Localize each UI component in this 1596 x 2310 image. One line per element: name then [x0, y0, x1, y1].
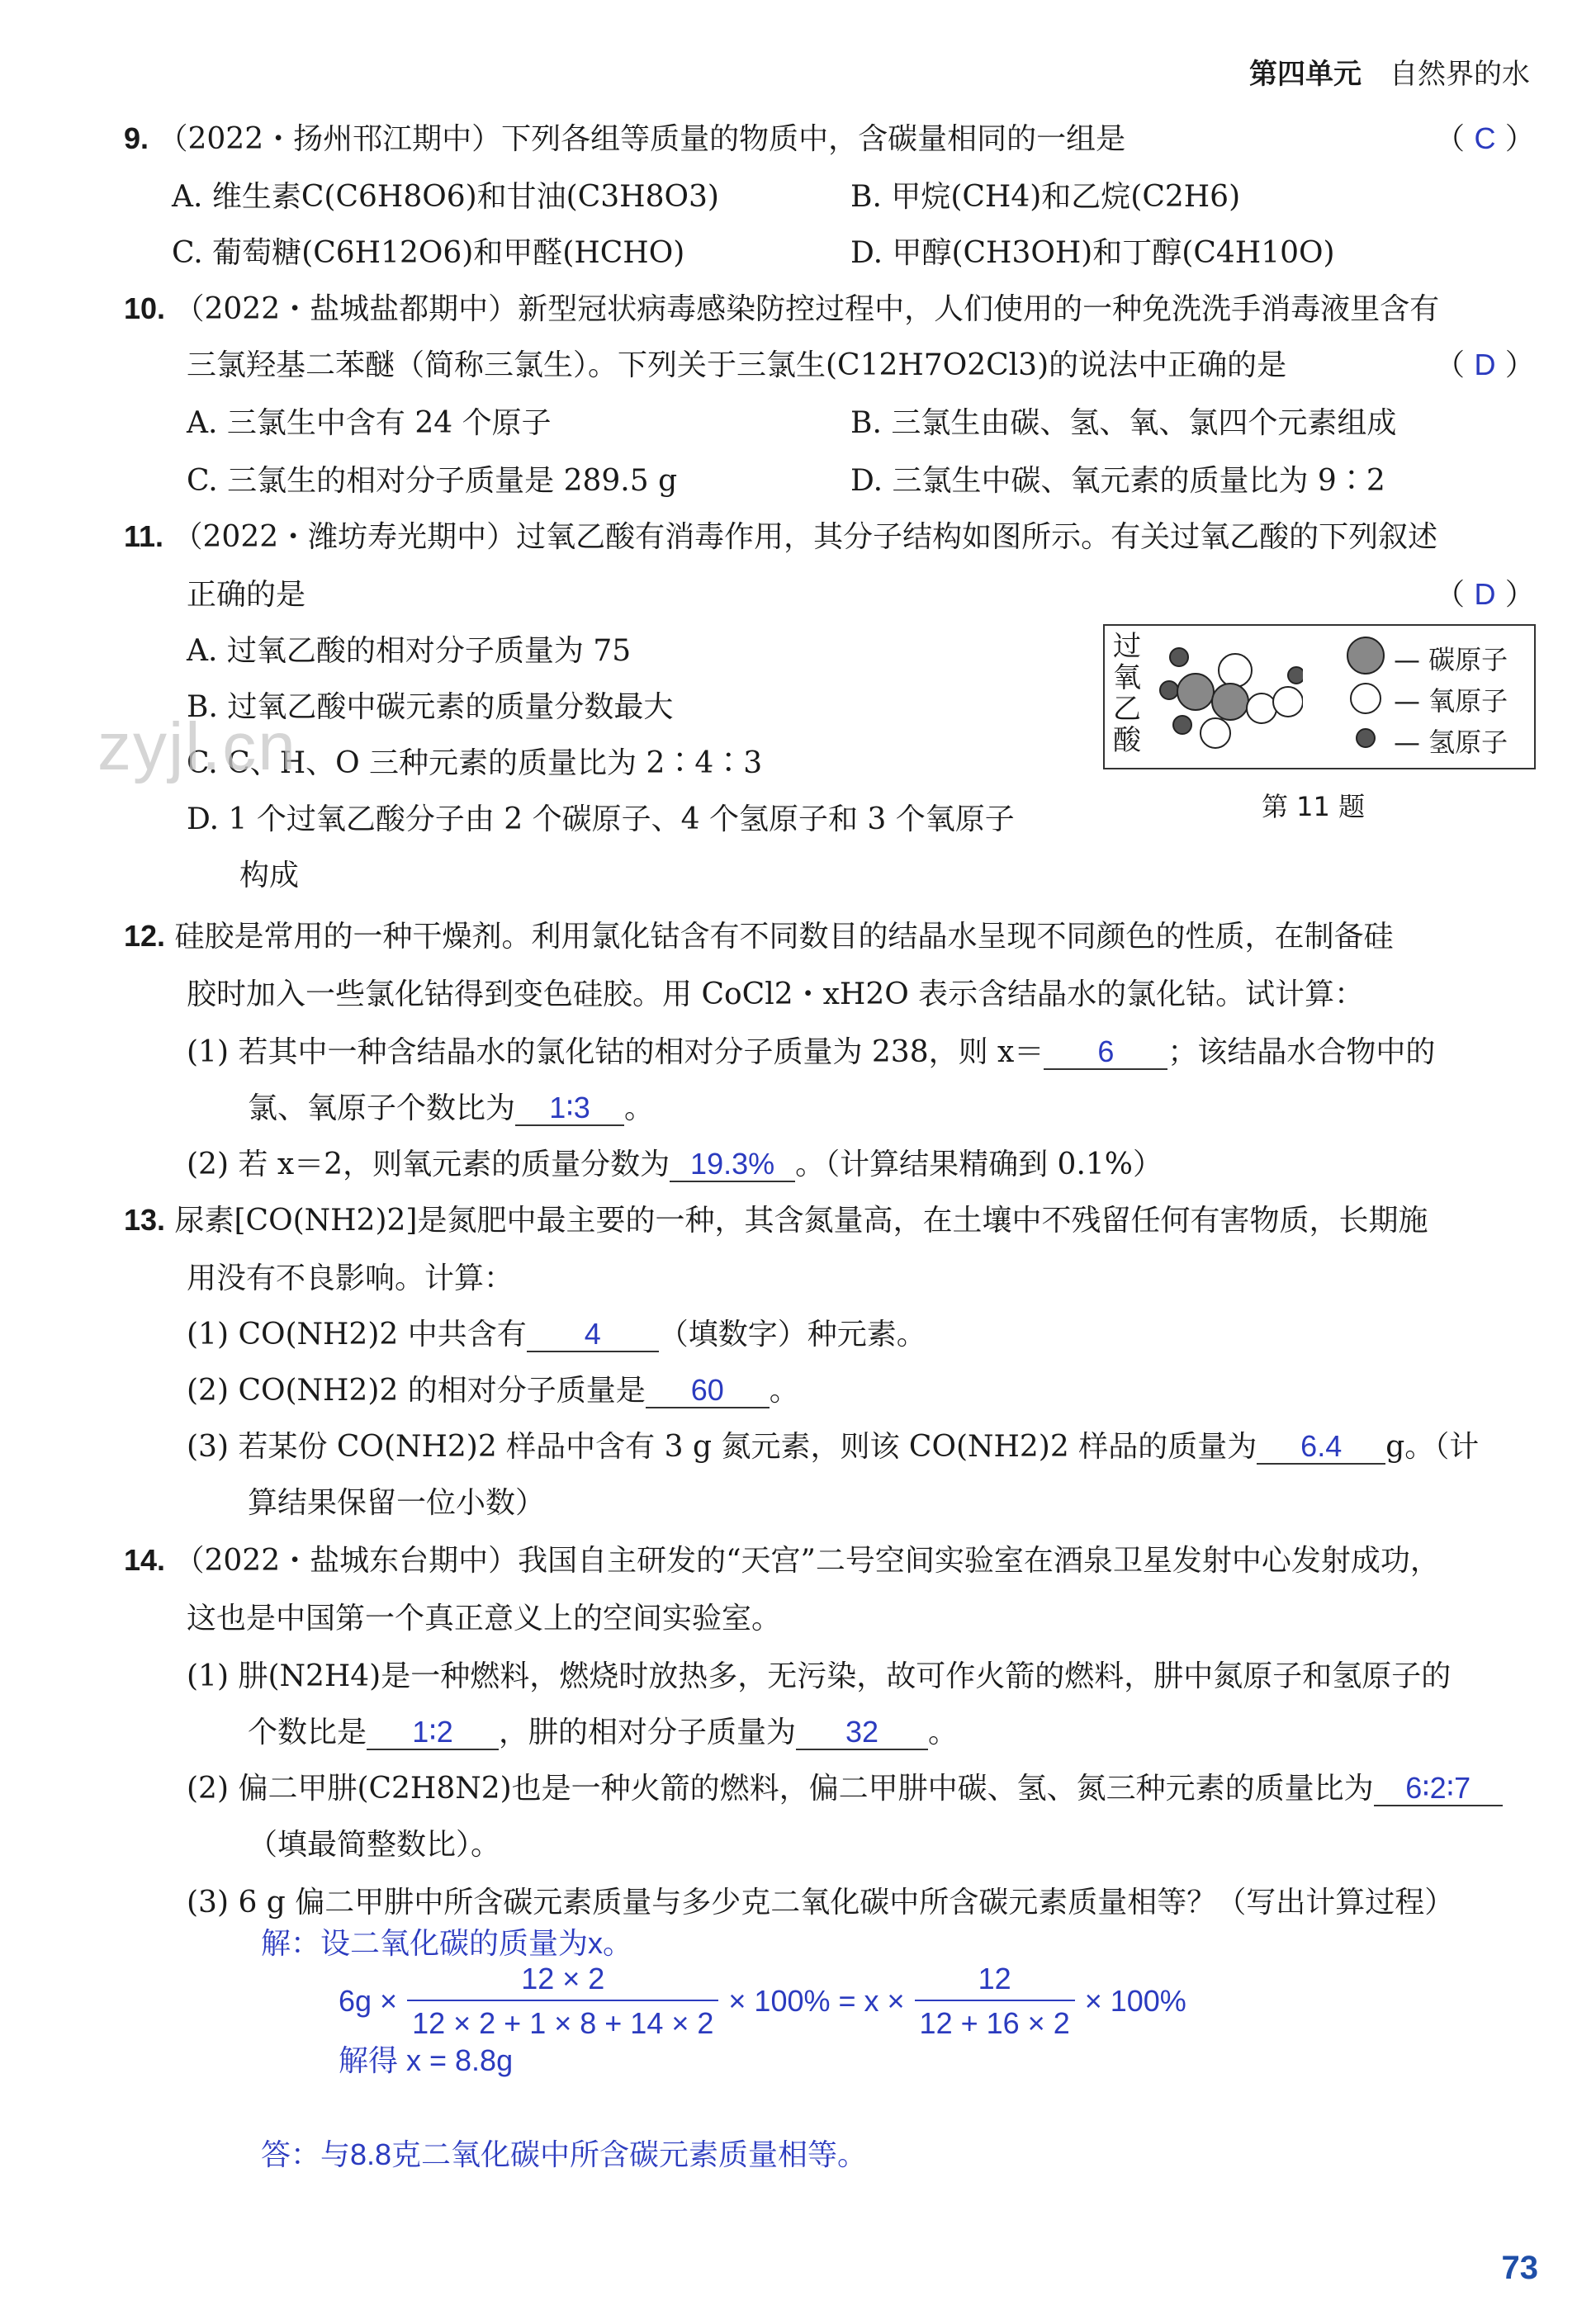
- q14-blank2: 32: [796, 1716, 928, 1750]
- q11-option-d-cont: 构成: [239, 859, 300, 892]
- q9-option-c: C. 葡萄糖(C6H12O6)和甲醛(HCHO): [172, 236, 685, 270]
- q13-blank2: 60: [646, 1374, 770, 1408]
- figure-side-label: 过 氧 乙 酸: [1113, 630, 1141, 757]
- q13-stem1: 13. 尿素[CO(NH2)2]是氮肥中最主要的一种，其含氮量高，在土壤中不残留任何有害物质，长期施: [124, 1203, 1428, 1238]
- q13-blank3: 6.4: [1257, 1430, 1385, 1465]
- legend-icons: [1344, 634, 1394, 758]
- unit-label: 第四单元: [1249, 58, 1362, 91]
- q12-blank3: 19.3%: [670, 1148, 795, 1182]
- fraction-1: $\frac{12 \times 2}{12 \times 2 + 1 \times 8 + 14 \times 2}$: [407, 1962, 718, 2041]
- q14-part1: (1) 肼(N2H4)是一种燃料，燃烧时放热多，无污染，故可作火箭的燃料，肼中氮原子和氢原子的: [187, 1659, 1452, 1693]
- q9-option-a: A. 维生素C(C6H8O6)和甘油(C3H8O3): [172, 180, 719, 214]
- q12-part1-cont: 氯、氧原子个数比为 1∶3 。: [248, 1091, 655, 1125]
- q13-part3: (3) 若某份 CO(NH2)2 样品中含有 3 g 氮元素，则该 CO(NH2)2 样品的质量为 6.4 g。（计: [187, 1429, 1480, 1464]
- watermark: zyjl.cn: [97, 709, 297, 784]
- q10-answer: （ D ）: [1435, 348, 1535, 382]
- q12-stem1: 12. 硅胶是常用的一种干燥剂。利用氯化钴含有不同数目的结晶水呈现不同颜色的性质，在制备硅: [124, 919, 1394, 954]
- q14-part1-cont: 个数比是 1∶2 ，肼的相对分子质量为 32 。: [248, 1715, 959, 1749]
- q13-part3-cont: 算结果保留一位小数）: [248, 1486, 546, 1520]
- q12-part1: (1) 若其中一种含结晶水的氯化钴的相对分子质量为 238，则 x＝ 6 ；该结晶水合物中的: [187, 1034, 1436, 1069]
- q11-option-a: A. 过氧乙酸的相对分子质量为 75: [187, 634, 632, 668]
- q13-part2: (2) CO(NH2)2 的相对分子质量是 60 。: [187, 1373, 799, 1408]
- q10-option-d: D. 三氯生中碳、氧元素的质量比为 9∶2: [850, 464, 1385, 498]
- q9-answer: （ C ）: [1435, 121, 1535, 156]
- figure-caption: 第 11 题: [1262, 791, 1366, 822]
- q14-stem2: 这也是中国第一个真正意义上的空间实验室。: [187, 1602, 782, 1635]
- legend-hydrogen: — 氢原子: [1394, 727, 1508, 758]
- q14-part2-cont: （填最简整数比）。: [248, 1828, 501, 1862]
- q12-blank2: 1∶3: [515, 1091, 624, 1126]
- q11-option-c: C. C、H、O 三种元素的质量比为 2∶4∶3: [187, 746, 763, 780]
- molecule-figure: [1103, 624, 1536, 769]
- molecule-structure-icon: [1154, 634, 1303, 758]
- page-number: 73: [1501, 2250, 1538, 2286]
- q14-stem1: 14. （2022・盐城东台期中）我国自主研发的“天宫”二号空间实验室在酒泉卫星发射中心发射成功，: [124, 1543, 1440, 1578]
- q11-stem2: 正确的是: [187, 578, 306, 612]
- q11-option-d: D. 1 个过氧乙酸分子由 2 个碳原子、4 个氢原子和 3 个氧原子: [187, 802, 1015, 836]
- q12-part2: (2) 若 x＝2，则氧元素的质量分数为 19.3% 。（计算结果精确到 0.1%）: [187, 1147, 1163, 1181]
- solution-equation: 6g × $\frac{12 \times 2}{12 \times 2 + 1 \times 8 + 14 \times 2}$ × 100% = x × $\frac{12}{12 + 16 \times 2}$ × 100%: [339, 1962, 1186, 2040]
- q13-stem2: 用没有不良影响。计算：: [187, 1262, 514, 1295]
- legend-oxygen: — 氧原子: [1394, 685, 1508, 717]
- solution-line2: 解得 x = 8.8g: [339, 2043, 514, 2077]
- q10-stem2: 三氯羟基二苯醚（简称三氯生）。下列关于三氯生(C12H7O2Cl3)的说法中正确的是: [187, 348, 1287, 382]
- q11-stem1: 11. （2022・潍坊寿光期中）过氧乙酸有消毒作用，其分子结构如图所示。有关过氧乙酸的下列叙述: [124, 519, 1438, 554]
- figure-legend: [1394, 639, 1508, 763]
- q12-blank1: 6: [1044, 1035, 1167, 1070]
- q14-blank3: 6∶2∶7: [1374, 1772, 1503, 1806]
- q12-stem2: 胶时加入一些氯化钴得到变色硅胶。用 CoCl2・xH2O 表示含结晶水的氯化钴。试计算：: [187, 977, 1365, 1011]
- q11-option-b: B. 过氧乙酸中碳元素的质量分数最大: [187, 690, 674, 724]
- solution-line1: 解：设二氧化碳的质量为x。: [261, 1926, 633, 1960]
- q10-option-c: C. 三氯生的相对分子质量是 289.5 g: [187, 464, 678, 498]
- q9-option-d: D. 甲醇(CH3OH)和丁醇(C4H10O): [850, 236, 1335, 270]
- q14-blank1: 1∶2: [367, 1716, 499, 1750]
- q9-option-b: B. 甲烷(CH4)和乙烷(C2H6): [850, 180, 1241, 214]
- solution-final: 答：与8.8克二氧化碳中所含碳元素质量相等。: [261, 2137, 868, 2171]
- q10-option-b: B. 三氯生由碳、氢、氧、氯四个元素组成: [850, 406, 1397, 440]
- fraction-2: $\frac{12}{12 + 16 \times 2}$: [915, 1962, 1075, 2041]
- q13-blank1: 4: [527, 1318, 659, 1352]
- page-header: [1249, 51, 1530, 92]
- legend-carbon: — 碳原子: [1394, 644, 1508, 675]
- q9-stem: 9. （2022・扬州邗江期中）下列各组等质量的物质中，含碳量相同的一组是: [124, 121, 1126, 156]
- q10-option-a: A. 三氯生中含有 24 个原子: [187, 406, 552, 440]
- q13-part1: (1) CO(NH2)2 中共含有 4 （填数字）种元素。: [187, 1317, 926, 1351]
- unit-title: 自然界的水: [1390, 58, 1530, 91]
- q14-part2: (2) 偏二甲肼(C2H8N2)也是一种火箭的燃料，偏二甲肼中碳、氢、氮三种元素的质量比为 6∶2∶7: [187, 1765, 1503, 1807]
- q14-part3: (3) 6 g 偏二甲肼中所含碳元素质量与多少克二氧化碳中所含碳元素质量相等？（写出计算过程）: [187, 1886, 1455, 1919]
- q10-stem1: 10. （2022・盐城盐都期中）新型冠状病毒感染防控过程中，人们使用的一种免洗洗手消毒液里含有: [124, 291, 1440, 326]
- q11-answer: （ D ）: [1435, 577, 1535, 612]
